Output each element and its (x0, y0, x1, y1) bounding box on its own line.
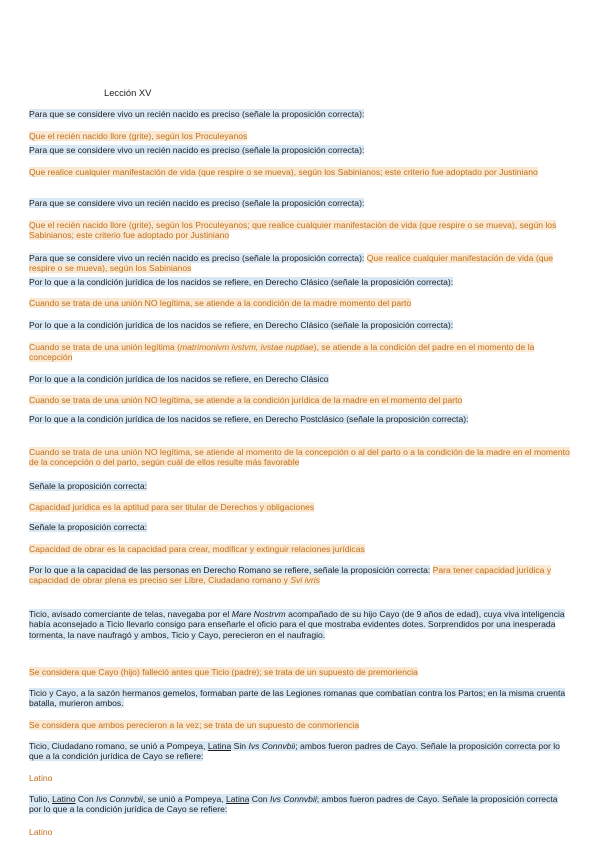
question-1 (29, 109, 571, 119)
answer-text-italic: matrimonivm ivstvm, ivstae nuptiae (179, 342, 314, 352)
answer-text: Latino (29, 827, 53, 837)
answer-7 (29, 395, 571, 405)
question-text-pre: Ticio, avisado comerciante de telas, navegaba por el (29, 609, 232, 619)
answer-text: Se considera que ambos perecieron a la vez; se trata de un supuesto de conmoriencia (29, 720, 360, 730)
answer-5 (29, 298, 571, 308)
answer-text: Que el recién nacido llore (grite), según los Proculeyanos; que realice cualquier manifestación de vida (que respire o se mueva), según los Sabinianos; este criterio fue adoptado por Justiniano (29, 220, 557, 241)
question-9 (29, 481, 571, 491)
question-5 (29, 277, 571, 287)
answer-10 (29, 544, 571, 554)
question-text: Señale la proposición correcta: (29, 481, 147, 491)
question-text: Para que se considere vivo un recién nacido es preciso (señale la proposición correcta): (29, 198, 365, 208)
question-text: Para que se considere vivo un recién nacido es preciso (señale la proposición correcta): (29, 109, 365, 119)
question-8 (29, 414, 507, 424)
question-14 (29, 741, 571, 762)
question-text: Señale la proposición correcta: (29, 522, 147, 532)
question-text-part5: , se unió a Pompeya, (142, 794, 226, 804)
question-text: Por lo que a la condición jurídica de los nacidos se refiere, en Derecho Clásico (señale la proposición correcta): (29, 277, 454, 287)
question-text-part3: Sin (231, 741, 249, 751)
question-text: Por lo que a la capacidad de las personas en Derecho Romano se refiere, señale la proposición correcta: (29, 565, 431, 575)
question-6 (29, 320, 571, 330)
answer-12 (29, 667, 571, 677)
question-text-part1: Tulio, (29, 794, 53, 804)
question-text-underline-2: Latina (226, 794, 250, 804)
answer-inline: Que realice cualquier manifestación de vida (que respire o se mueva), según los Sabinianos (29, 253, 554, 274)
question-text-part5: ; ambos fueron padres de Cayo. Señale la proposición correcta por lo que a la condición jurídica de Cayo se refiere: (29, 741, 560, 762)
question-text: Por lo que a la condición jurídica de los nacidos se refiere, en Derecho Clásico (29, 374, 329, 384)
question-7 (29, 374, 571, 384)
question-4 (29, 253, 571, 274)
answer-1 (29, 131, 571, 141)
question-text-part9: ; ambos fueron padres de Cayo. Señale la proposición correcta por lo que a la condición jurídica de Cayo se refiere: (29, 794, 558, 815)
question-text-part3: Con (75, 794, 97, 804)
question-text-italic-1: Ivs Connvbii (96, 794, 143, 804)
question-15 (29, 794, 571, 815)
answer-text: Latino (29, 773, 53, 783)
question-2 (29, 145, 571, 155)
answer-text-post: ), se atiende a la condición del padre en el momento de la concepción (29, 342, 535, 363)
question-text: Para que se considere vivo un recién nacido es preciso (señale la proposición correcta): (29, 145, 365, 155)
answer-3 (29, 220, 571, 241)
question-text-underline: Latina (207, 741, 232, 751)
answer-text-pre: Cuando se trata de una unión legítima ( (29, 342, 180, 352)
question-text-italic: Mare Nostrvm (231, 609, 286, 619)
answer-text: Cuando se trata de una unión NO legítima, se atiende al momento de la concepción o al del parto o a la condición de la madre en el momento de la concepción o del parto, según cuál de ellos resulte más favorable (29, 447, 570, 468)
question-text-part1: Ticio, Ciudadano romano, se unió a Pompeya, (29, 741, 208, 751)
question-3 (29, 198, 571, 208)
answer-inline: Para tener capacidad jurídica y capacidad de obrar plena es preciso ser Libre, Ciudadano romano y (29, 565, 552, 586)
question-text-italic: Ivs Connvbii (248, 741, 296, 751)
question-text-italic-2: Ivs Connvbii (269, 794, 317, 804)
answer-text: Cuando se trata de una unión NO legítima, se atiende a la condición jurídica de la madre en el momento del parto (29, 395, 463, 405)
answer-text: Se considera que Cayo (hijo) falleció antes que Ticio (padre); se trata de un supuesto de premoriencia (29, 667, 418, 677)
answer-8 (29, 447, 571, 468)
answer-text: Cuando se trata de una unión NO legítima, se atiende a la condición de la madre momento del parto (29, 298, 412, 308)
question-text-part7: Con (249, 794, 270, 804)
question-text: Por lo que a la condición jurídica de los nacidos se refiere, en Derecho Postclásico (señale la proposición correcta): (29, 414, 469, 424)
question-10 (29, 522, 571, 532)
answer-15 (29, 827, 571, 837)
answer-13 (29, 720, 571, 730)
answer-text: Que el recién nacido llore (grite), según los Proculeyanos (29, 131, 248, 141)
answer-6 (29, 342, 571, 363)
question-text: Para que se considere vivo un recién nacido es preciso (señale la proposición correcta): (29, 253, 365, 263)
question-12 (29, 609, 571, 640)
question-13 (29, 688, 571, 709)
answer-inline-italic: Svi ivris (290, 575, 320, 586)
answer-2 (29, 167, 571, 177)
question-text-underline-1: Latino (52, 794, 76, 804)
question-text: Ticio y Cayo, a la sazón hermanos gemelos, formaban parte de las Legiones romanas que combatían contra los Partos; en la misma cruenta batalla, murieron ambos. (29, 688, 566, 709)
question-text-post: acompañado de su hijo Cayo (de 9 años de edad), cuya viva inteligencia había aconsejado a Ticio llevarlo consigo para enseñarle el oficio para el que mostraba evidentes dotes. Sorprendidos por una inesperada tormenta, la nave naufragó y ambos, Ticio y Cayo, perecieron en el naufragio. (29, 609, 565, 640)
answer-text: Capacidad de obrar es la capacidad para crear, modificar y extinguir relaciones jurídicas (29, 544, 365, 554)
question-11 (29, 565, 571, 586)
question-text: Por lo que a la condición jurídica de los nacidos se refiere, en Derecho Clásico (señale la proposición correcta): (29, 320, 454, 330)
answer-text: Que realice cualquier manifestación de vida (que respire o se mueva), según los Sabinianos; este criterio fue adoptado por Justiniano (29, 167, 538, 177)
answer-9 (29, 502, 571, 512)
lesson-title: Lección XV (104, 87, 152, 98)
answer-14 (29, 773, 571, 783)
answer-text: Capacidad jurídica es la aptitud para ser titular de Derechos y obligaciones (29, 502, 315, 512)
